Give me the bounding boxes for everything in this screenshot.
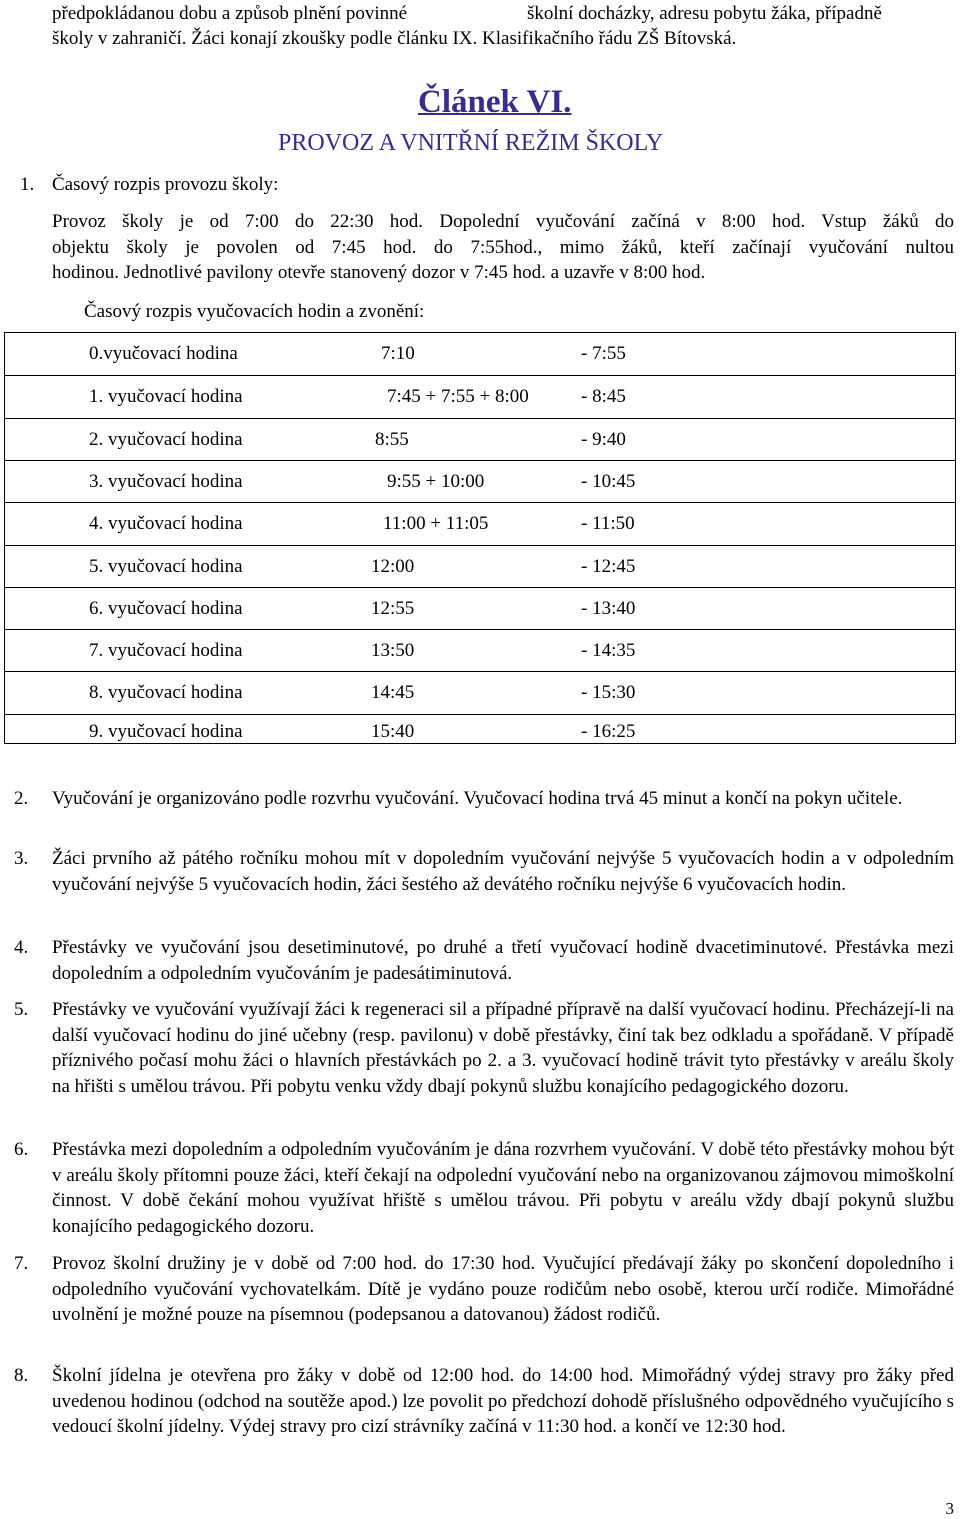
intro-line-1b: školní docházky, adresu pobytu žáka, případně [527, 3, 882, 24]
lesson-name: 3. vyučovací hodina [89, 470, 243, 492]
lesson-name: 8. vyučovací hodina [89, 682, 243, 704]
table-row [5, 460, 955, 503]
table-row [5, 545, 955, 588]
section-1-number: 1. [20, 174, 35, 195]
paragraph-number: 8. [14, 1365, 29, 1386]
lesson-end: - 12:45 [581, 555, 636, 577]
lesson-end: - 13:40 [581, 597, 636, 619]
paragraph-number: 3. [14, 848, 29, 869]
table-row [5, 502, 955, 545]
paragraph-text: Přestávky ve vyučování využívají žáci k regeneraci sil a případné přípravě na další vyučovací hodinu. Přecházejí-li na další vyučovací hodinu do jiné učebny (resp. pavilonu) v době přestávky, činí tak bez odkladu a spořádaně. V případě příznivého počasí mohu žáci o hlavních přestávkách po 2. a 3. vyučovací hodině trávit tyto přestávky v areálu školy na hřišti s umělou trávou. Při pobytu venku vždy dbají pokynů službu konajícího pedagogického dozoru. [52, 999, 954, 1097]
paragraph-number: 2. [14, 788, 29, 809]
table-row [5, 333, 955, 375]
schedule-table [4, 332, 956, 744]
lesson-start: 9:55 + 10:00 [387, 470, 485, 492]
paragraph-text: Vyučování je organizováno podle rozvrhu vyučování. Vyučovací hodina trvá 45 minut a končí na pokyn učitele. [52, 788, 903, 809]
lesson-end: - 14:35 [581, 640, 636, 662]
schedule-caption: Časový rozpis vyučovacích hodin a zvonění: [84, 301, 425, 322]
lesson-start: 13:50 [371, 640, 415, 662]
table-row [5, 629, 955, 672]
lesson-name: 9. vyučovací hodina [89, 720, 243, 742]
lesson-end: - 8:45 [581, 386, 626, 408]
lesson-start: 12:00 [371, 555, 415, 577]
lesson-end: - 16:25 [581, 720, 636, 742]
lesson-name: 0.vyučovací hodina [89, 343, 238, 364]
lesson-start: 11:00 + 11:05 [383, 513, 489, 535]
lesson-name: 7. vyučovací hodina [89, 640, 243, 662]
page-number: 3 [945, 1499, 954, 1518]
paragraph-text: Školní jídelna je otevřena pro žáky v době od 12:00 hod. do 14:00 hod. Mimořádný výdej stravy pro žáky před uvedenou hodinou (odchod na soutěže apod.) lze povolit po předchozí dohodě příslušného odpovědného vyučujícího s vedoucí školní jídelny. Výdej stravy pro cizí strávníky začíná v 11:30 hod. a končí ve 12:30 hod. [52, 1365, 954, 1437]
lesson-end: - 7:55 [581, 343, 626, 364]
section-1-text-line-1: Provoz školy je od 7:00 do 22:30 hod. Dopolední vyučování začíná v 8:00 hod. Vstup žáků do [52, 211, 954, 232]
intro-line-2: školy v zahraničí. Žáci konají zkoušky podle článku IX. Klasifikačního řádu ZŠ Bítovská. [52, 28, 737, 49]
lesson-start: 15:40 [371, 720, 415, 742]
paragraph-text: Přestávky ve vyučování jsou desetiminutové, po druhé a třetí vyučovací hodině dvacetiminutové. Přestávka mezi dopoledním a odpoledním vyučováním je padesátiminutová. [52, 937, 954, 984]
lesson-end: - 11:50 [581, 513, 635, 535]
paragraph-number: 5. [14, 999, 29, 1020]
article-title: Článek VI. [418, 84, 572, 120]
section-1-text-line-3: hodinou. Jednotlivé pavilony otevře stanovený dozor v 7:45 hod. a uzavře v 8:00 hod. [52, 262, 706, 283]
paragraph-number: 6. [14, 1139, 29, 1160]
lesson-name: 6. vyučovací hodina [89, 597, 243, 619]
section-1-text [52, 209, 954, 286]
lesson-end: - 9:40 [581, 428, 626, 450]
table-row [5, 671, 955, 714]
paragraph-text: Provoz školní družiny je v době od 7:00 hod. do 17:30 hod. Vyučující předávají žáky po skončení dopoledního i odpoledního vyučování vychovatelkám. Dítě je vydáno pouze rodičům nebo osobě, kterou určí rodiče. Mimořádné uvolnění je možné pouze na písemnou (podepsanou a datovanou) žádost rodičů. [52, 1253, 954, 1325]
paragraph-text: Žáci prvního až pátého ročníku mohou mít v dopoledním vyučování nejvýše 5 vyučovacích hodin a v odpoledním vyučování nejvýše 5 vyučovacích hodin, žáci šestého až devátého ročníku nejvýše 6 vyučovacích hodin. [52, 848, 954, 895]
lesson-start: 8:55 [375, 428, 409, 450]
lesson-start: 14:45 [371, 682, 415, 704]
lesson-start: 12:55 [371, 597, 415, 619]
lesson-start: 7:45 + 7:55 + 8:00 [387, 386, 529, 408]
lesson-end: - 15:30 [581, 682, 636, 704]
article-subtitle: PROVOZ A VNITŘNÍ REŽIM ŠKOLY [278, 130, 664, 156]
table-row [5, 587, 955, 630]
lesson-end: - 10:45 [581, 470, 636, 492]
table-row [5, 418, 955, 461]
section-1-text-line-2: objektu školy je povolen od 7:45 hod. do 7:55hod., mimo žáků, kteří začínají vyučování nultou [52, 236, 954, 258]
lesson-name: 1. vyučovací hodina [89, 386, 243, 408]
section-1-label: Časový rozpis provozu školy: [52, 174, 279, 195]
table-row [5, 714, 955, 745]
lesson-start: 7:10 [381, 343, 415, 364]
lesson-name: 4. vyučovací hodina [89, 513, 243, 535]
table-row [5, 375, 955, 418]
paragraph-number: 4. [14, 937, 29, 958]
lesson-name: 5. vyučovací hodina [89, 555, 243, 577]
intro-line-1a: předpokládanou dobu a způsob plnění povinné [52, 3, 408, 24]
lesson-name: 2. vyučovací hodina [89, 428, 243, 450]
paragraph-text: Přestávka mezi dopoledním a odpoledním vyučováním je dána rozvrhem vyučování. V době této přestávky mohou být v areálu školy přítomni pouze žáci, kteří čekají na odpolední vyučování nebo na organizovanou zájmovou mimoškolní činnost. V době čekání mohou využívat hřiště s umělou trávou. Při pobytu v areálu vždy dbají pokynů službu konajícího pedagogického dozoru. [52, 1139, 954, 1237]
paragraph-number: 7. [14, 1253, 29, 1274]
